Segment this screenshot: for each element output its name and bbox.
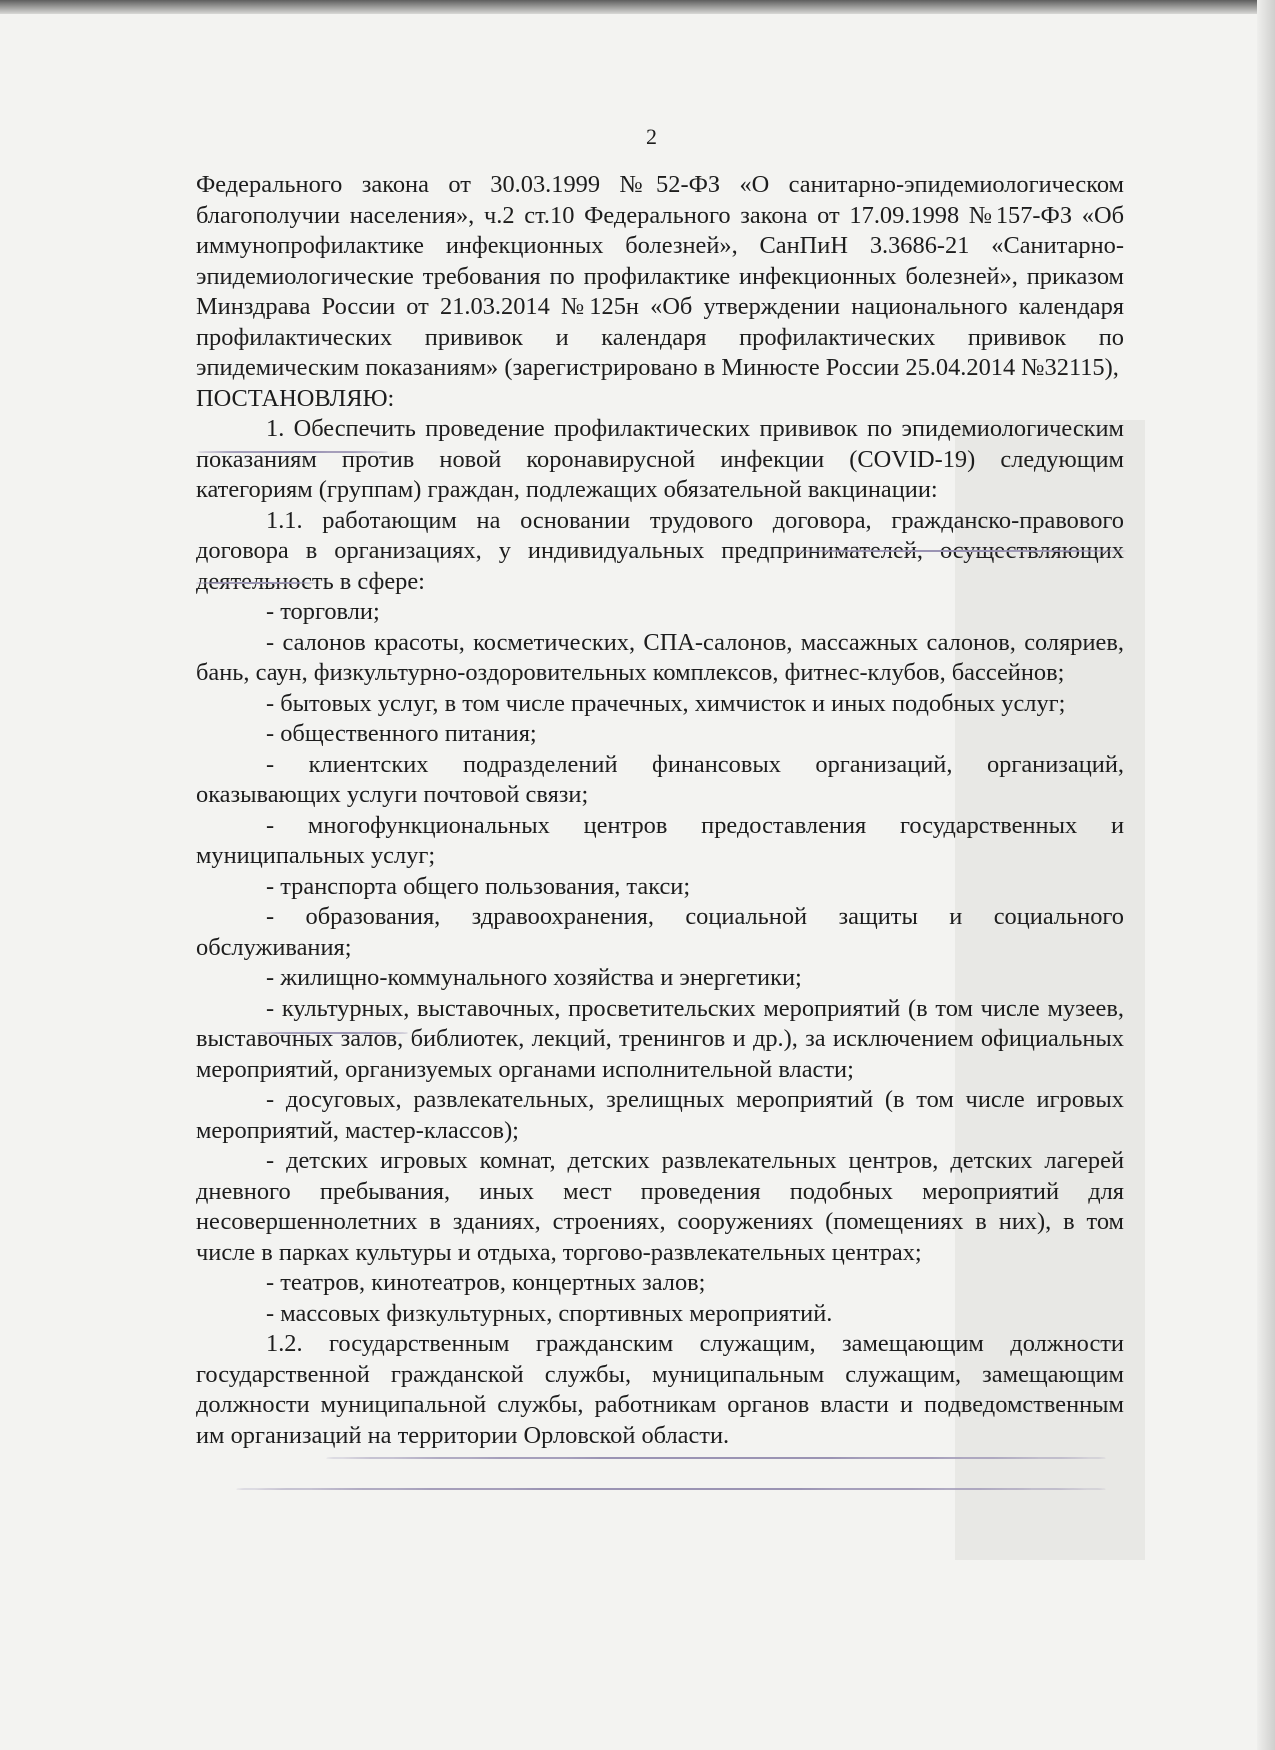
list-item-transport: - транспорта общего пользования, такси;	[266, 872, 691, 900]
list-item-sports: - массовых физкультурных, спортивных мероприятий.	[266, 1299, 833, 1327]
list-item-salons: - салонов красоты, косметических, СПА-салонов, массажных салонов, соляриев, бань, саун, физкультурно-оздоровительных комплексов, фитнес-клубов, бассейнов;	[196, 628, 1124, 686]
clause-1-1: 1.1. работающим на основании трудового договора, гражданско-правового договора в организациях, у индивидуальных предпринимателей, осуществляющих деятельность в сфере:	[196, 506, 1124, 595]
list-item-children: - детских игровых комнат, детских развлекательных центров, детских лагерей дневного пребывания, иных мест проведения подобных мероприятий для несовершеннолетних в зданиях, строениях, сооружениях (помещениях в них), в том числе в парках культуры и отдыха, торгово-развлекательных центрах;	[196, 1147, 1124, 1266]
scan-top-edge	[0, 0, 1275, 14]
pen-underline	[258, 1032, 408, 1034]
list-item-finance: - клиентских подразделений финансовых организаций, организаций, оказывающих услуги почтовой связи;	[196, 750, 1124, 808]
list-item-theaters: - театров, кинотеатров, концертных залов;	[266, 1269, 706, 1296]
intro-paragraph: Федерального закона от 30.03.1999 №52-ФЗ «О санитарно-эпидемиологическом благополучии населения», ч.2 ст.10 Федерального закона от 17.09.1998 №157-ФЗ «Об иммунопрофилактике инфекционных болезней», СанПиН 3.3686-21 «Санитарно-эпидемиологические требования по профилактике инфекционных болезней», приказом Минздрава России от 21.03.2014 №125н «Об утверждении национального календаря профилактических прививок и календаря профилактических прививок по эпидемическим показаниям» (зарегистрировано в Минюсте России 25.04.2014 №32115),	[196, 171, 1124, 381]
pen-underline	[236, 1488, 1106, 1490]
list-item-catering: - общественного питания;	[266, 720, 537, 747]
scan-right-edge	[1257, 0, 1275, 1750]
page-number: 2	[646, 124, 657, 149]
list-item-leisure: - досуговых, развлекательных, зрелищных мероприятий (в том числе игровых мероприятий, мастер-классов);	[196, 1086, 1124, 1144]
document-page	[196, 120, 1124, 1720]
pen-underline	[786, 550, 1126, 552]
document-body	[196, 170, 1124, 1451]
list-item-education: - образования, здравоохранения, социальной защиты и социального обслуживания;	[196, 903, 1124, 961]
list-item-trade: - торговли;	[266, 598, 380, 625]
list-item-utilities: - жилищно-коммунального хозяйства и энергетики;	[266, 964, 802, 991]
pen-underline	[196, 582, 316, 584]
clause-1-2: 1.2. государственным гражданским служащим, замещающим должности государственной гражданской службы, муниципальным служащим, замещающим должности муниципальной службы, работникам органов власти и подведомственным им организаций на территории Орловской области.	[196, 1330, 1124, 1449]
list-item-services: - бытовых услуг, в том числе прачечных, химчисток и иных подобных услуг;	[266, 689, 1066, 717]
list-item-culture: - культурных, выставочных, просветительских мероприятий (в том числе музеев, выставочных залов, библиотек, лекций, тренингов и др.), за исключением официальных мероприятий, организуемых органами исполнительной власти;	[196, 994, 1124, 1083]
resolution-heading: ПОСТАНОВЛЯЮ:	[196, 384, 395, 412]
list-item-mfc: - многофункциональных центров предоставления государственных и муниципальных услуг;	[196, 811, 1124, 869]
pen-underline	[198, 451, 388, 453]
pen-underline	[326, 1457, 1106, 1459]
clause-1: 1. Обеспечить проведение профилактических прививок по эпидемиологическим показаниям против новой коронавирусной инфекции (COVID-19) следующим категориям (группам) граждан, подлежащих обязательной вакцинации:	[196, 415, 1124, 503]
